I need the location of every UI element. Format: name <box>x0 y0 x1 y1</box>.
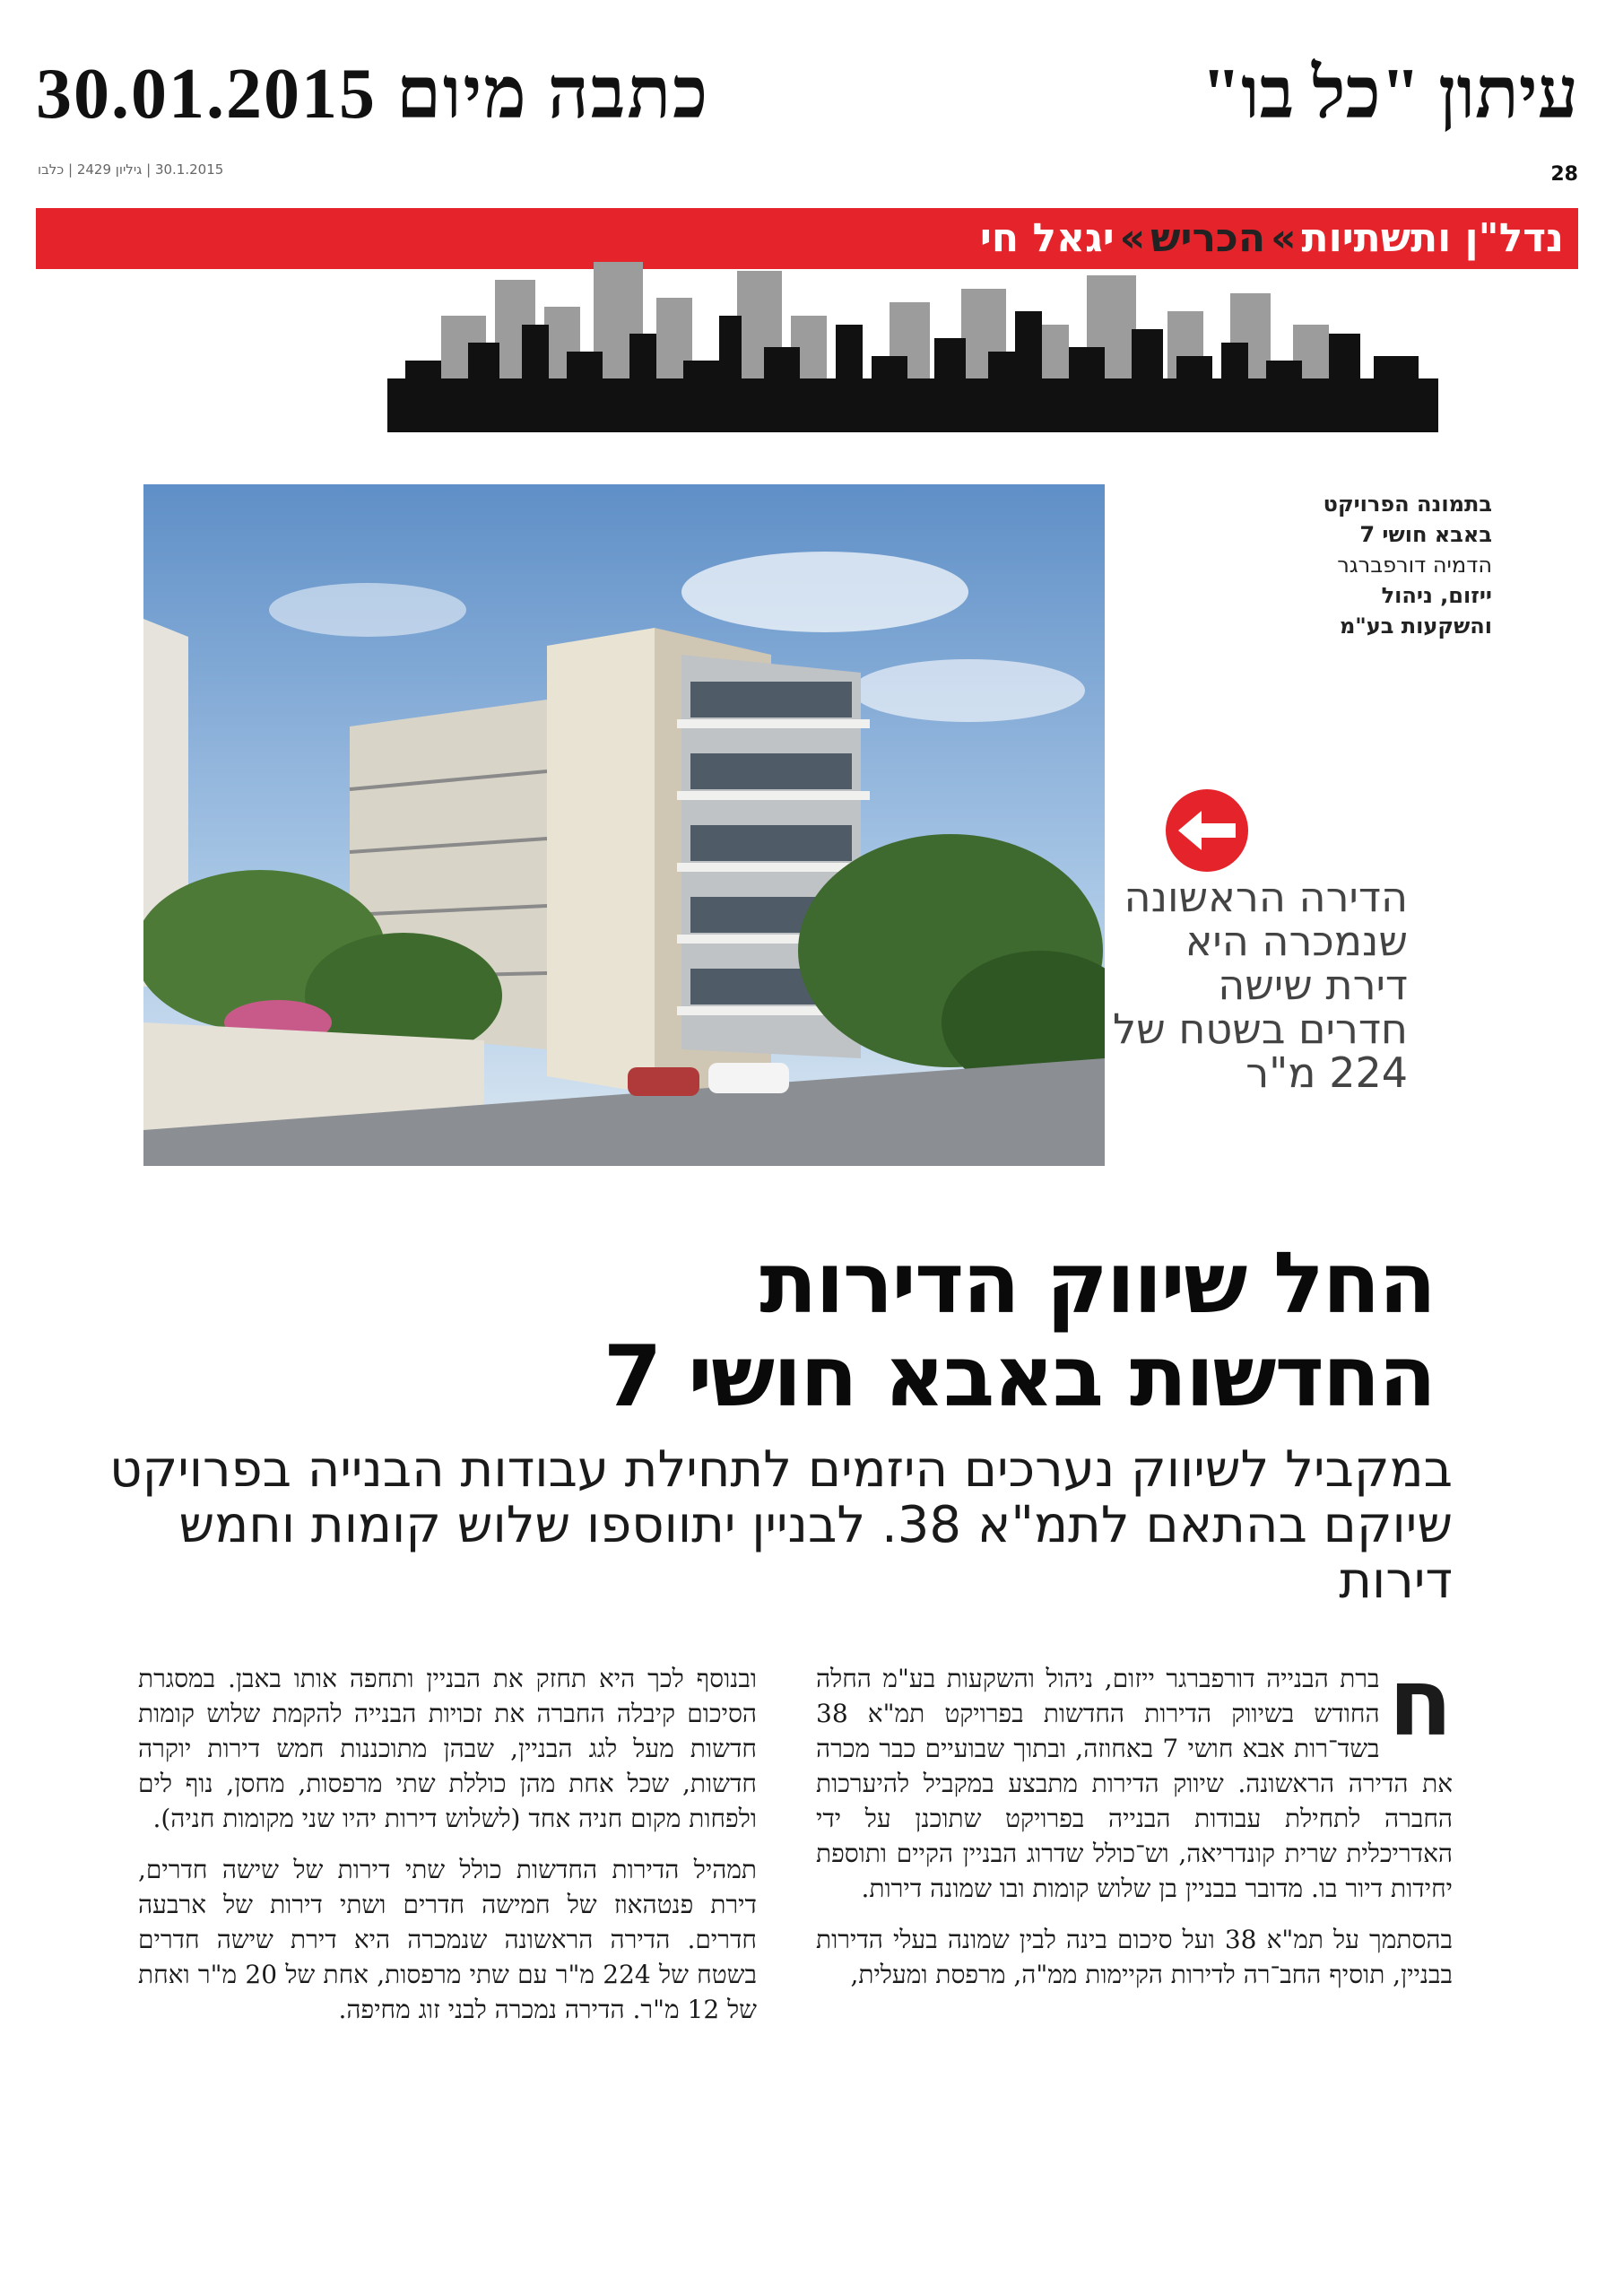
headline-line-1: החל שיווק הדירות <box>759 1235 1435 1333</box>
photo-caption-line: באבא חושי 7 <box>1359 522 1492 547</box>
headline-line-2: החדשות באבא חושי 7 <box>603 1328 1435 1426</box>
author-name: יגאל חי <box>979 215 1115 261</box>
page-number: 28 <box>1550 163 1578 186</box>
subheadline: במקביל לשיווק נערכים היזמים לתחילת עבודות הבנייה בפרויקט שיוקם בהתאם לתמ"א 38. לבניין יתווספו שלוש קומות וחמש דירות <box>109 1440 1453 1610</box>
article-column-2 <box>138 1661 757 2043</box>
section-bar-text <box>980 215 1564 261</box>
newspaper-name-caption: עיתון "כל בו" <box>1201 55 1578 134</box>
section-category: נדל"ן ותשתיות <box>1301 215 1564 261</box>
photo-caption-line: והשקעות בע"מ <box>1339 613 1492 639</box>
section-name: הכריש <box>1150 215 1266 261</box>
photo-caption-line: הדמיה דורפברגר <box>1337 552 1492 578</box>
article-text: ברת הבנייה דורפברגר ייזום, ניהול והשקעות בע"מ החלה החודש בשיווק הדירות החדשות בפרויקט תמ"א 38 בשד־רות אבא חושי 7 באחוזה, ובתוך שבועיים כבר מכרה את הדירה הראשונה. שיווק הדירות מתבצע במקביל להיערכות החברה לתחילת עבודות הבנייה בפרויקט שתוכנן על ידי האדריכלית שרית קונדריאה, וש־כולל שדרוג הבניין הקיים ותוספת יחידות דיור בו. מדובר בבניין בן שלוש קומות ובו שמונה דירות. <box>816 1664 1453 1903</box>
article-paragraph <box>816 1648 1453 1906</box>
red-arrow-badge-icon <box>1162 786 1252 875</box>
photo-caption-line: בתמונה הפרויקט <box>1323 491 1492 517</box>
folio-meta: 30.1.2015 | גיליון 2429 | כלבו <box>38 161 224 178</box>
article-paragraph: ובנוסף לכך היא תחזק את הבניין ותחפה אותו באבן. במסגרת הסיכום קיבלה החברה את זכויות הבנייה להקמת שלוש קומות חדשות מעל לגג הבניין, שבהן מתוכננות חמש דירות יוקרה חדשות, שכל אחת מהן כוללת שתי מרפסות, מחסן, נוף לים ולפחות מקום חניה אחד (לשלוש דירות יהיו שני מקומות חניה). <box>138 1664 757 1833</box>
city-skyline-graphic <box>387 262 1438 432</box>
article-paragraph: תמהיל הדירות החדשות כולל שתי דירות של שישה חדרים, דירת פנטהאוז של חמישה חדרים ושתי דירות של ארבעה חדרים. הדירה הראשונה שנמכרה היא דירת שישה חדרים בשטח של 224 מ"ר עם שתי מרפסות, אחת של 20 מ"ר ואחת של 12 מ"ר. הדירה נמכרה לבני זוג מחיפה. <box>138 1855 757 2024</box>
pull-quote: הדירה הראשונה שנמכרה היא דירת שישה חדרים בשטח של 224 מ"ר <box>1113 873 1408 1097</box>
article-column-1 <box>816 1648 1453 2008</box>
dropcap-letter: ח <box>1388 1648 1453 1757</box>
headline <box>161 1235 1435 1426</box>
section-separator: » <box>1271 215 1297 261</box>
section-separator-2: » <box>1119 215 1146 261</box>
clipping-date-caption: כתבה מיום 30.01.2015 <box>36 55 710 134</box>
section-bar <box>36 208 1578 269</box>
photo-caption <box>1232 489 1492 641</box>
photo-caption-line: ייזום, ניהול <box>1381 583 1492 608</box>
building-rendering-image <box>143 484 1105 1166</box>
article-paragraph: בהסתמך על תמ"א 38 ועל סיכום בינה לבין שמונה בעלי הדירות בבניין, תוסיף החב־רה לדירות הקיימות ממ"ה, מרפסת ומעלית, <box>816 1925 1453 1989</box>
